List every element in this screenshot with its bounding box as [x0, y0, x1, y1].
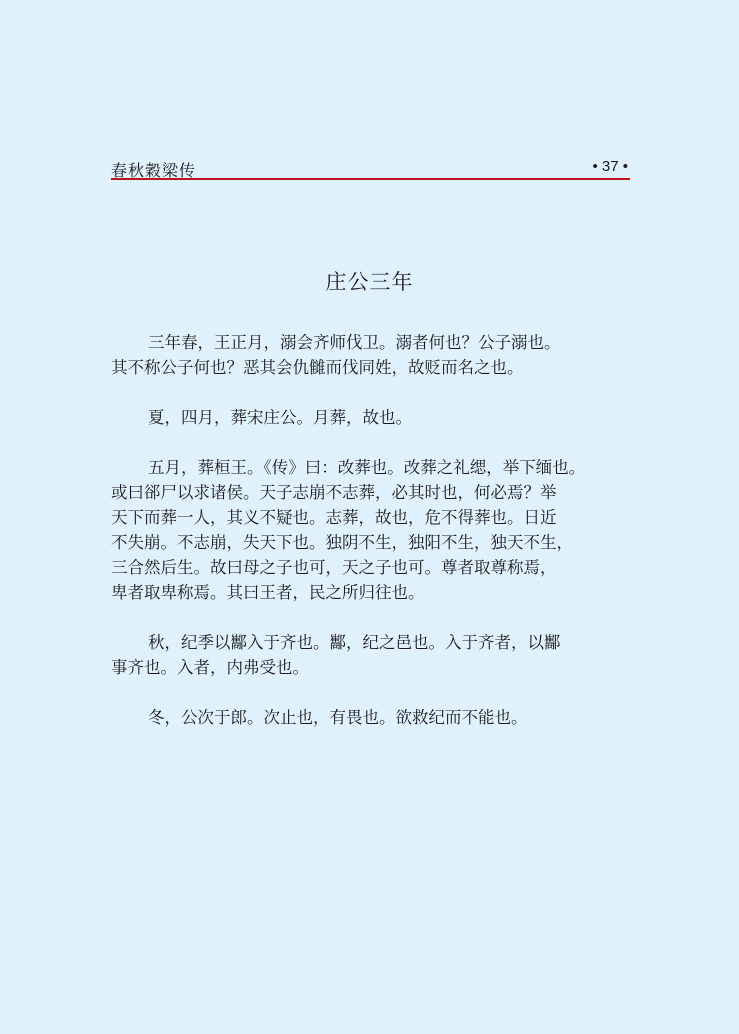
chapter-title: 庄公三年 [325, 270, 414, 294]
page-number: • 37 • [592, 158, 628, 175]
paragraph-winter [111, 705, 635, 730]
text-line: 秋，纪季以酅入于齐也。酅，纪之邑也。入于齐者，以酅 [148, 633, 561, 652]
text-line: 事齐也。入者，内弗受也。 [111, 658, 309, 677]
paragraph-summer [111, 405, 635, 430]
text-line: 五月，葬桓王。《传》曰：改葬也。改葬之礼缌，举下缅也。 [148, 458, 586, 477]
body-text [111, 330, 635, 755]
paragraph-fifth-month [111, 455, 635, 605]
text-line: 其不称公子何也？恶其会仇雠而伐同姓，故贬而名之也。 [111, 358, 524, 377]
text-line: 卑者取卑称焉。其曰王者，民之所归往也。 [111, 583, 425, 602]
text-line: 或曰郤尸以求诸侯。天子志崩不志葬，必其时也，何必焉？举 [111, 483, 557, 502]
paragraph-autumn [111, 630, 635, 680]
book-title: 春秋穀梁传 [111, 161, 197, 180]
text-line: 夏，四月，葬宋庄公。月葬，故也。 [148, 408, 412, 427]
text-line: 冬，公次于郎。次止也，有畏也。欲救纪而不能也。 [148, 708, 528, 727]
running-header [111, 156, 630, 180]
text-line: 天下而葬一人，其义不疑也。志葬，故也，危不得葬也。日近 [111, 508, 557, 527]
text-line: 三年春，王正月，溺会齐师伐卫。溺者何也？公子溺也。 [148, 333, 561, 352]
text-line: 三合然后生。故曰母之子也可，天之子也可。尊者取尊称焉， [111, 558, 557, 577]
text-line: 不失崩。不志崩，失天下也。独阴不生，独阳不生，独天不生， [111, 533, 573, 552]
paragraph-spring [111, 330, 635, 380]
